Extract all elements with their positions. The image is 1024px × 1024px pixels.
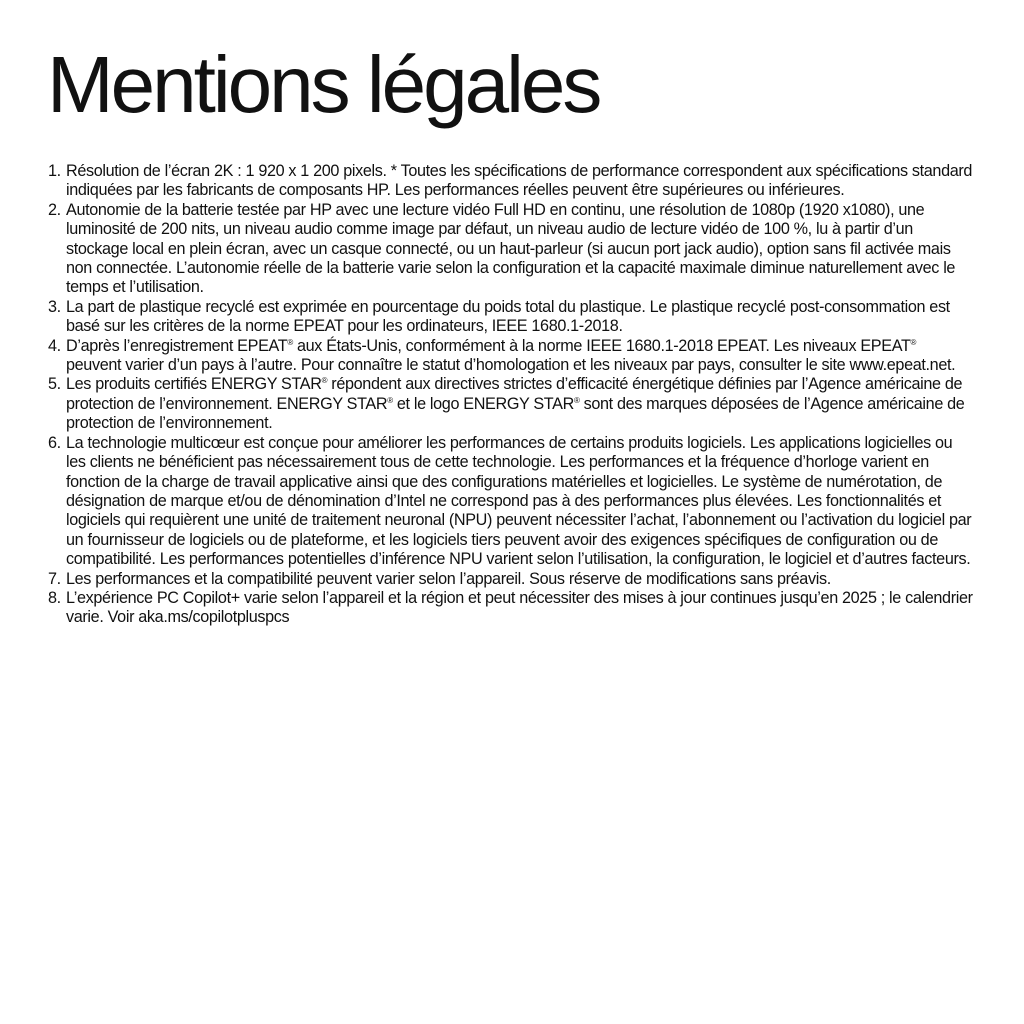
legal-note-item — [48, 434, 974, 570]
legal-note-item — [48, 201, 974, 298]
legal-note-item — [48, 375, 974, 433]
legal-note-item — [48, 162, 974, 201]
legal-note-item — [48, 570, 974, 589]
legal-note-text-segment: aux États-Unis, conformément à la norme IEEE 1680.1-2018 EPEAT. Les niveaux EPEAT — [292, 336, 911, 355]
legal-note-text-segment: Autonomie de la batterie testée par HP avec une lecture vidéo Full HD en continu, une résolution de 1080p (1920 x1080), une luminosité de 200 nits, un niveau audio comme image par défaut, un niveau audio de lecture vidéo de 100 %, lu à partir d’un stockage local en plein écran, avec un casque connecté, ou un haut-parleur (si aucun port jack audio), option sans fil activée mais non connectée. L’autonomie réelle de la batterie varie selon la configuration et la capacité maximale diminue naturellement avec le temps et l’utilisation. — [66, 200, 956, 297]
legal-notes-list — [48, 162, 974, 628]
legal-note-text — [66, 201, 974, 298]
registered-mark: ® — [287, 337, 293, 347]
legal-note-item — [48, 298, 974, 337]
registered-mark: ® — [573, 395, 580, 405]
registered-mark: ® — [910, 337, 917, 347]
legal-note-text — [66, 298, 974, 337]
legal-note-text-segment: peuvent varier d’un pays à l’autre. Pour connaître le statut d’homologation et les niveaux par pays, consulter le site www.epeat.net. — [66, 356, 956, 375]
legal-note-number: 4. — [48, 336, 61, 355]
legal-note-text-segment: D’après l’enregistrement EPEAT — [66, 336, 288, 355]
legal-note-text — [66, 375, 974, 433]
legal-note-text-segment: Résolution de l’écran 2K : 1 920 x 1 200 pixels. * Toutes les spécifications de performance correspondent aux spécifications standard indiquées par les fabricants de composants HP. Les performances réelles peuvent être supérieures ou inférieures. — [66, 162, 973, 200]
legal-note-number: 6. — [48, 433, 61, 452]
legal-note-text — [66, 434, 974, 570]
page-title: Mentions légales — [47, 40, 600, 129]
legal-note-number: 5. — [48, 375, 61, 394]
legal-note-text-segment: L’expérience PC Copilot+ varie selon l’appareil et la région et peut nécessiter des mises à jour continues jusqu’en 2025 ; le calendrier varie. Voir aka.ms/copilotpluspcs — [66, 588, 973, 627]
legal-note-number: 1. — [48, 162, 61, 180]
legal-note-text-segment: et le logo ENERGY STAR — [392, 394, 574, 413]
legal-note-number: 3. — [48, 297, 61, 316]
legal-note-text-segment: répondent aux directives strictes d’efficacité énergétique définies par l’Agence américaine de protection de l’environnement. ENERGY STAR — [66, 375, 963, 413]
legal-note-item — [48, 337, 974, 376]
legal-note-number: 2. — [48, 200, 61, 219]
legal-note-item — [48, 589, 974, 628]
registered-mark: ® — [387, 395, 393, 405]
registered-mark: ® — [321, 376, 328, 386]
legal-note-number: 8. — [48, 588, 61, 607]
legal-note-text-segment: Les performances et la compatibilité peuvent varier selon l’appareil. Sous réserve de modifications sans préavis. — [66, 569, 831, 588]
legal-note-text — [66, 162, 974, 201]
legal-note-text — [66, 337, 974, 376]
legal-note-number: 7. — [48, 569, 61, 588]
legal-note-text-segment: sont des marques déposées de l’Agence américaine de protection de l’environnement. — [66, 394, 965, 433]
legal-note-text — [66, 570, 974, 589]
legal-note-text — [66, 589, 974, 628]
legal-note-text-segment: La part de plastique recyclé est exprimée en pourcentage du poids total du plastique. Le plastique recyclé post-consommation est basé sur les critères de la norme EPEAT pour les ordinateurs, IEEE 1680.1-2018. — [66, 297, 950, 336]
legal-note-text-segment: La technologie multicœur est conçue pour améliorer les performances de certains produits logiciels. Les applications logicielles ou les clients ne bénéficient pas nécessairement tous de cette technologie. Les performances et la fréquence d’horloge varient en fonction de la charge de travail applicative ainsi que des configurations matérielles et logicielles. Le système de numérotation, de désignation de marque et/ou de dénomination d’Intel ne correspond pas à des performances plus élevées. Les fonctionnalités et logiciels qui requièrent une unité de traitement neuronal (NPU) peuvent nécessiter l’achat, l’abonnement ou l’activation du logiciel par un fournisseur de logiciels ou de plateforme, et les logiciels tiers peuvent avoir des exigences spécifiques de configuration ou de compatibilité. Les performances potentielles d’inférence NPU varient selon l’utilisation, la configuration, le logiciel et d’autres facteurs. — [66, 433, 972, 569]
legal-note-text-segment: Les produits certifiés ENERGY STAR — [66, 375, 322, 394]
